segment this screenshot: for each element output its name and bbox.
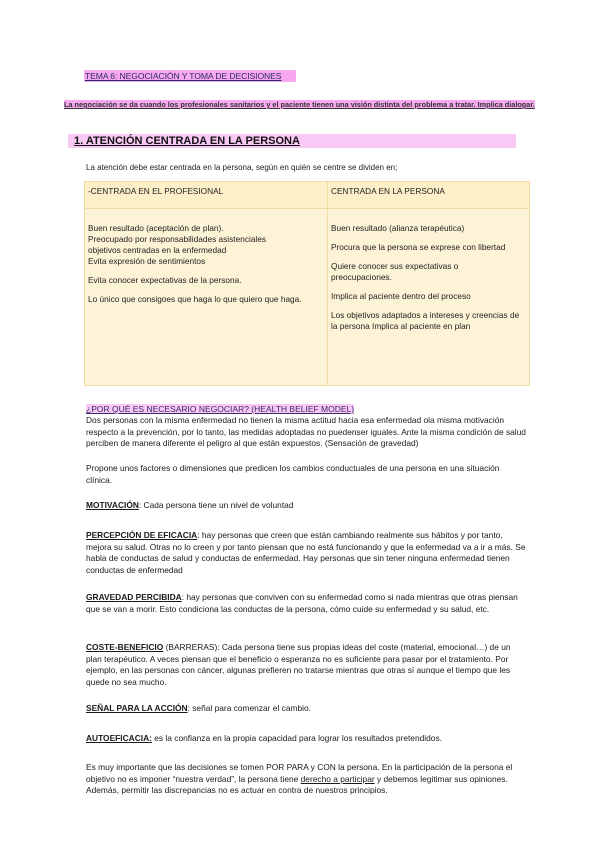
person-item-3: Quiere conocer sus expectativas o preocupaciones. [331,261,459,282]
page-title: TEMA 6: NEGOCIACIÓN Y TOMA DE DECISIONES [85,71,282,81]
section2-p2: Propone unos factores o dimensiones que predicen los cambios conductuales de una persona en una situación clínica. [86,463,500,485]
table-cell-person [328,209,530,386]
autoeficacia-text: es la confianza en la propia capacidad para lograr los resultados pretendidos. [151,733,442,743]
table-header-professional: -CENTRADA EN EL PROFESIONAL [85,182,328,209]
section1-heading: 1. ATENCIÓN CENTRADA EN LA PERSONA [74,135,300,147]
section2-heading [86,404,354,414]
autoeficacia-keyword: AUTOEFICACIA: [86,733,152,743]
final-text-b: y debemos legitimar sus opiniones. Además, permitir las discrepancias no es actuar en contra de nuestros principios. [86,773,508,796]
coste-paragraph [86,642,526,688]
table-header-person: CENTRADA EN LA PERSONA [328,182,530,209]
senal-keyword: SEÑAL PARA LA ACCIÓN [86,703,188,713]
eficacia-paragraph [86,530,526,576]
gravedad-text: : hay personas que conviven con su enfermedad como si nada mientras que otras piensan que se van a morir. Esto condiciona las conductas de la persona, cómo cuide su enfermedad y su salud, etc. [86,592,518,614]
senal-paragraph [86,703,526,715]
motivacion-paragraph [86,500,526,512]
comparison-table [84,181,530,386]
autoeficacia-paragraph [86,733,526,745]
final-paragraph [86,762,526,797]
section2-p1: Dos personas con la misma enfermedad no tienen la misma actitud hacia esa enfermedad ola misma motivación respecto a la prevención, por lo tanto, las medidas adoptadas no puedenser iguales. Ante la misma condición de salud perciben de manera diferente el peligro al que están expuestos. (Sensación de gravedad) [86,415,526,449]
person-item-5: Los objetivos adaptados a intereses y creencias de la persona Implica al paciente en plan [331,310,520,331]
final-link-text: derecho a participar [300,773,375,784]
person-item-2: Procura que la persona se exprese con libertad [331,242,506,252]
person-item-1: Buen resultado (alianza terapéutica) [331,223,465,233]
senal-text: : señal para comenzar el cambio. [187,703,311,713]
table-cell-professional [85,209,328,386]
gravedad-paragraph [86,592,526,615]
person-item-4: Implica al paciente dentro del proceso [331,291,471,301]
coste-keyword: COSTE-BENEFICIO [86,642,164,652]
section1-lead: La atención debe estar centrada en la persona, según en quién se centre se dividen en; [86,163,398,172]
eficacia-keyword: PERCEPCIÓN DE EFICACIA [86,530,198,540]
gravedad-keyword: GRAVEDAD PERCIBIDA [86,592,182,602]
section2-heading-text: ¿POR QUÉ ES NECESARIO NEGOCIAR? (HEALTH BELIEF MODEL) [86,404,355,414]
coste-text: (BARRERAS): Cada persona tiene sus propias ideas del coste (material, emocional…) de un plan terapéutico. A veces piensan que el beneficio o esperanza no es suficiente para pasar por el tratamiento. Por ejemplo, en las personas con cáncer, algunas prefieren no tratarse mientras que otras sí aunque el tiempo que les quede no sea mucho. [86,642,511,687]
eficacia-text: : hay personas que creen que están cambiando realmente sus hábitos y por tanto, mejora su salud. Otras no lo creen y por tanto piensan que no está funcionando y que la enfermedad va a ir a más. Se habla de conductas de salud y conductas de enfermedad. Hay personas que sin tener ninguna enfermedad tienen conductas de enfermedad [86,530,526,575]
intro-text: La negociación se da cuando los profesionales sanitarios y el paciente tienen una visión distinta del problema a tratar. Implica dialogar. [64,100,535,109]
intro-paragraph [64,99,600,110]
professional-item-3: Lo único que consigoes que haga lo que quiero que haga. [88,294,302,304]
motivacion-text: : Cada persona tiene un nivel de voluntad [138,500,294,510]
professional-item-2: Evita conocer expectativas de la persona. [88,275,242,285]
final-text-a: Es muy importante que las decisiones se tomen POR PARA y CON la persona. En la participación de la persona el objetivo no es imponer “nuestra verdad”, la persona tiene [86,762,513,784]
motivacion-keyword: MOTIVACIÓN [86,500,139,510]
professional-item-1: Buen resultado (aceptación de plan). Preocupado por responsabilidades asistenciales objetivos centradas en la enfermedad Evita expresión de sentimientos [88,223,267,266]
